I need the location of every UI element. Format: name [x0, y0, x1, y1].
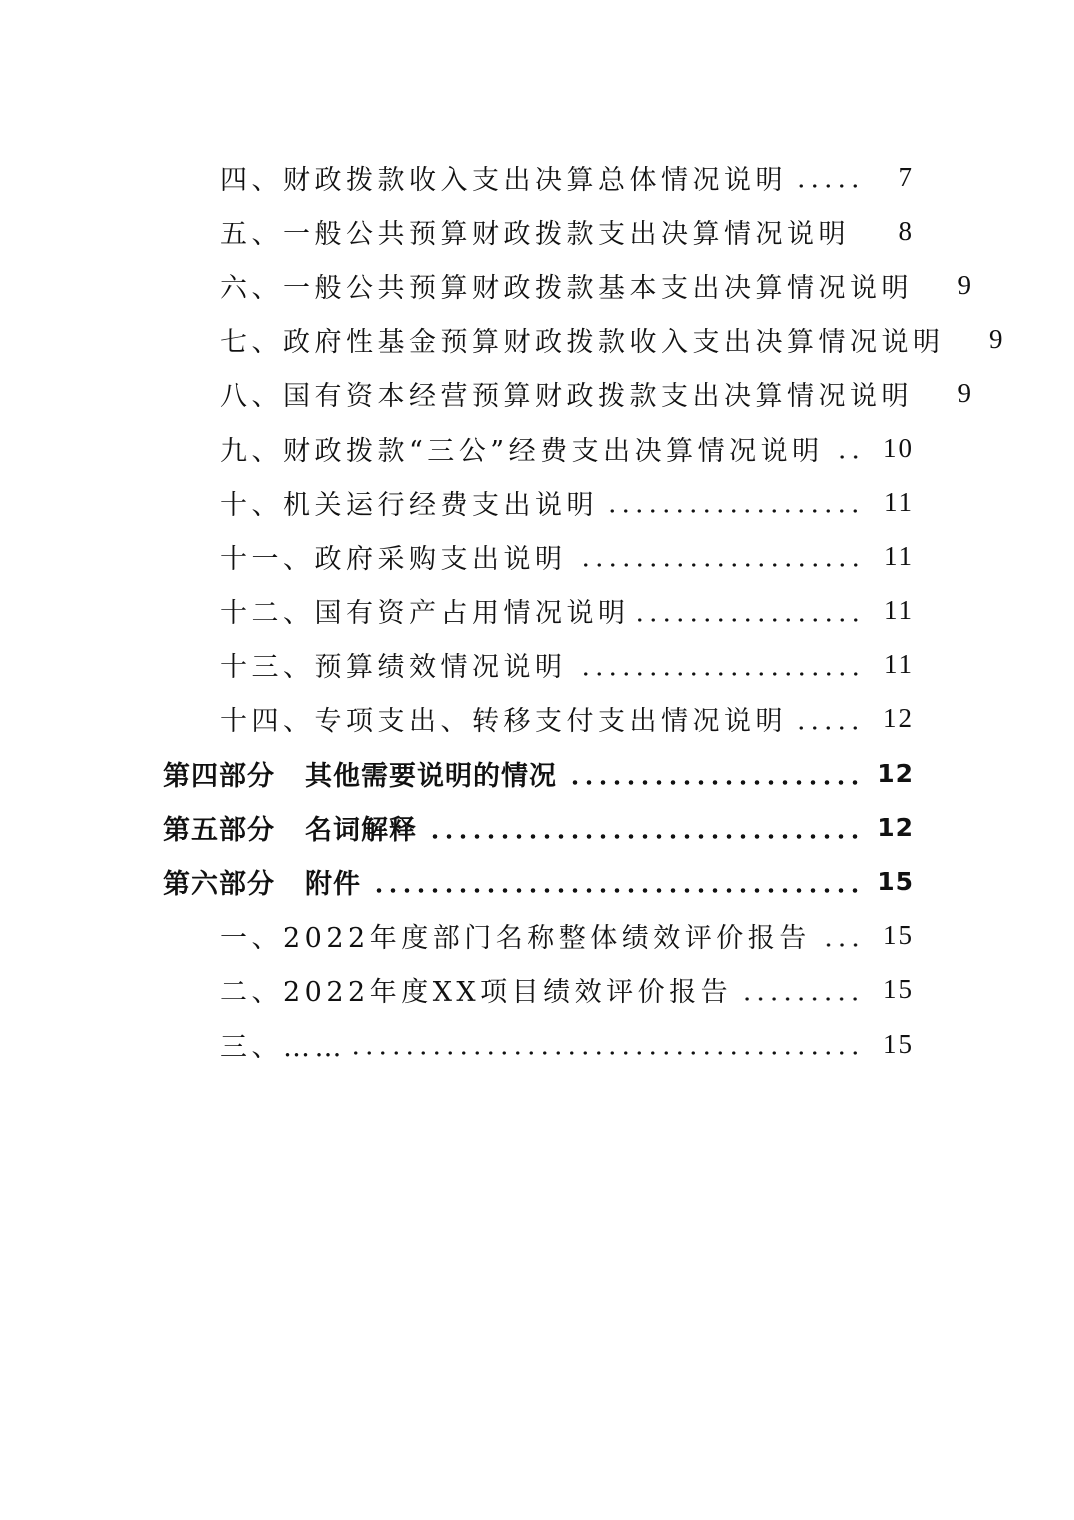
- toc-dot-leader: [575, 563, 863, 567]
- toc-entry-title: 十四、专项支出、转移支付支出情况说明: [220, 706, 787, 738]
- toc-dot-leader: [606, 509, 862, 513]
- toc-entry-title: 七、政府性基金预算财政拨款收入支出决算情况说明: [220, 327, 945, 359]
- toc-page-number: 12: [877, 812, 914, 842]
- toc-page-number: 12: [883, 703, 914, 734]
- toc-dot-leader: [638, 618, 863, 622]
- toc-entry-title: 五、一般公共预算财政拨款支出决算情况说明: [220, 218, 850, 250]
- toc-entry[interactable]: [0, 258, 1074, 312]
- toc-entry[interactable]: [0, 367, 1074, 421]
- toc-dot-leader: [369, 888, 862, 893]
- toc-entry[interactable]: [0, 313, 1074, 367]
- toc-entry[interactable]: [0, 1017, 1074, 1071]
- toc-page-number: 15: [883, 920, 914, 951]
- toc-dot-leader: [795, 184, 862, 188]
- toc-entry[interactable]: [0, 692, 1074, 746]
- toc-dot-leader: [832, 455, 862, 459]
- toc-dot-leader: [565, 780, 862, 785]
- toc-entry[interactable]: [0, 963, 1074, 1017]
- toc-page-number: 11: [884, 540, 914, 571]
- toc-part-heading: [163, 754, 557, 793]
- toc-part-label: 第五部分: [163, 814, 275, 846]
- toc-entry-title: 二、2022年度XX项目绩效评价报告: [220, 977, 733, 1009]
- toc-entry-title: 八、国有资本经营预算财政拨款支出决算情况说明: [220, 381, 913, 413]
- toc-entry-title: 三、……: [220, 1031, 346, 1063]
- toc-page-number: 9: [957, 378, 973, 409]
- toc-entry[interactable]: [0, 475, 1074, 529]
- toc-dot-leader: [575, 672, 863, 676]
- toc-page-number: 11: [884, 649, 914, 680]
- toc-entry[interactable]: [0, 204, 1074, 258]
- toc-entry-title: 十、机关运行经费支出说明: [220, 489, 598, 521]
- toc-entry[interactable]: [0, 638, 1074, 692]
- toc-page-number: 7: [898, 161, 914, 192]
- toc-entry-title: 十二、国有资产占用情况说明: [220, 598, 630, 630]
- toc-page-number: 12: [877, 758, 914, 788]
- toc-entry[interactable]: [0, 909, 1074, 963]
- toc-page-number: 9: [957, 269, 973, 300]
- toc-dot-leader: [354, 1051, 862, 1055]
- toc-entry-title: 六、一般公共预算财政拨款基本支出决算情况说明: [220, 272, 913, 304]
- toc-page-number: 11: [884, 595, 914, 626]
- toc-part-heading: [163, 808, 417, 847]
- toc-page-number: 15: [883, 974, 914, 1005]
- toc-entry-title: 四、财政拨款收入支出决算总体情况说明: [220, 164, 787, 196]
- toc-entry[interactable]: [0, 584, 1074, 638]
- toc-page-number: 15: [883, 1028, 914, 1059]
- toc-part-title: 其他需要说明的情况: [305, 760, 557, 792]
- toc-dot-leader: [858, 238, 862, 242]
- toc-part-title: 附件: [305, 869, 361, 901]
- toc-entry[interactable]: [0, 421, 1074, 475]
- toc-page-number: 9: [989, 324, 1005, 355]
- toc-part-entry[interactable]: [0, 854, 1074, 908]
- toc-part-title: 名词解释: [305, 814, 417, 846]
- toc-dot-leader: [795, 726, 862, 730]
- toc-entry-title: 十三、预算绩效情况说明: [220, 652, 567, 684]
- toc-part-entry[interactable]: [0, 746, 1074, 800]
- toc-page-number: 8: [898, 215, 914, 246]
- toc-dot-leader: [819, 943, 862, 947]
- toc-part-label: 第四部分: [163, 760, 275, 792]
- toc-page-number: 15: [877, 867, 914, 897]
- toc-entry[interactable]: [0, 529, 1074, 583]
- toc-dot-leader: [425, 834, 862, 839]
- toc-entry-title: 一、2022年度部门名称整体绩效评价报告: [220, 923, 811, 955]
- toc-entry[interactable]: [0, 150, 1074, 204]
- toc-part-entry[interactable]: [0, 800, 1074, 854]
- toc-entry-title: 九、财政拨款“三公”经费支出决算情况说明: [220, 435, 824, 467]
- toc-part-heading: [163, 862, 361, 901]
- toc-entry-title: 十一、政府采购支出说明: [220, 543, 567, 575]
- toc-page-number: 11: [884, 486, 914, 517]
- toc-page-number: 10: [883, 432, 914, 463]
- table-of-contents: [0, 150, 1074, 1071]
- toc-dot-leader: [740, 997, 862, 1001]
- toc-part-label: 第六部分: [163, 869, 275, 901]
